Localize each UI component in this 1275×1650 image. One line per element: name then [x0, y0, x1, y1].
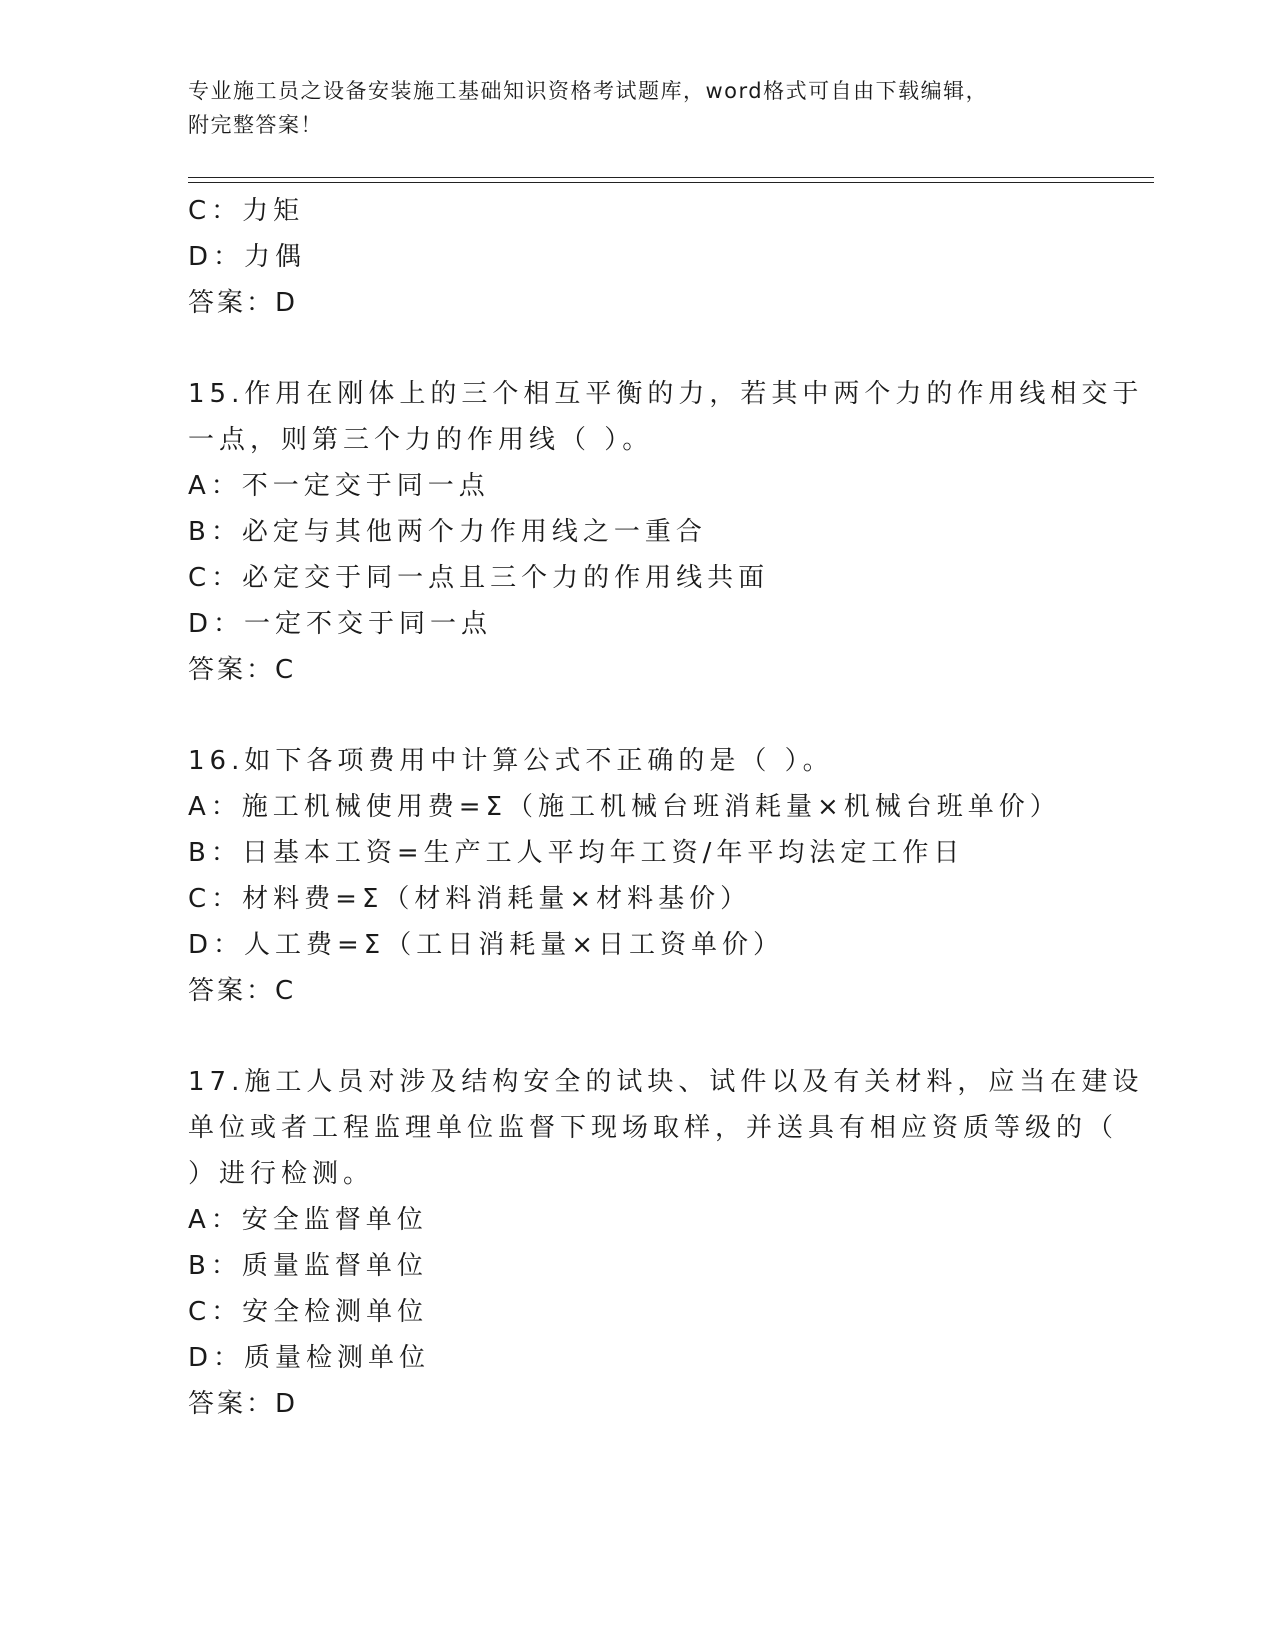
answer-line: 答案：C	[188, 976, 297, 1006]
option-d: D：力偶	[188, 242, 307, 272]
question-text: 16.如下各项费用中计算公式不正确的是（ ）。	[188, 746, 834, 776]
question-text: 单位或者工程监理单位监督下现场取样，并送具有相应资质等级的（	[188, 1113, 1119, 1143]
question-text: ）进行检测。	[188, 1159, 375, 1189]
question-17	[188, 1059, 1144, 1427]
answer-line: 答案：D	[188, 288, 299, 318]
question-text: 15.作用在刚体上的三个相互平衡的力，若其中两个力的作用线相交于	[188, 379, 1144, 409]
option-a: A：施工机械使用费=Σ（施工机械台班消耗量×机械台班单价）	[188, 792, 1061, 822]
option-a: A：安全监督单位	[188, 1205, 428, 1235]
header-line-1: 专业施工员之设备安装施工基础知识资格考试题库，word格式可自由下载编辑，	[188, 79, 989, 103]
header-line-2: 附完整答案！	[188, 113, 323, 137]
option-b: B：必定与其他两个力作用线之一重合	[188, 517, 707, 547]
spacer	[188, 326, 1088, 371]
spacer	[188, 1014, 1088, 1059]
option-b: B：质量监督单位	[188, 1251, 428, 1281]
option-c: C：必定交于同一点且三个力的作用线共面	[188, 563, 770, 593]
question-text: 一点，则第三个力的作用线（ ）。	[188, 425, 654, 455]
answer-line: 答案：D	[188, 1389, 299, 1419]
question-15	[188, 371, 1144, 693]
header-divider-top	[188, 177, 1154, 178]
option-b: B：日基本工资=生产工人平均年工资/年平均法定工作日	[188, 838, 965, 868]
option-d: D：质量检测单位	[188, 1343, 431, 1373]
option-c: C：材料费=Σ（材料消耗量×材料基价）	[188, 884, 752, 914]
answer-line: 答案：C	[188, 655, 297, 685]
option-c: C：力矩	[188, 196, 305, 226]
spacer	[188, 693, 1088, 738]
question-content	[188, 188, 1144, 1427]
option-c: C：安全检测单位	[188, 1297, 429, 1327]
option-d: D：人工费=Σ（工日消耗量×日工资单价）	[188, 930, 785, 960]
option-d: D：一定不交于同一点	[188, 609, 493, 639]
carryover-block	[188, 188, 1088, 326]
question-16	[188, 738, 1088, 1014]
document-header	[188, 74, 1088, 142]
option-a: A：不一定交于同一点	[188, 471, 490, 501]
question-text: 17.施工人员对涉及结构安全的试块、试件以及有关材料，应当在建设	[188, 1067, 1144, 1097]
header-divider-bottom	[188, 182, 1154, 183]
